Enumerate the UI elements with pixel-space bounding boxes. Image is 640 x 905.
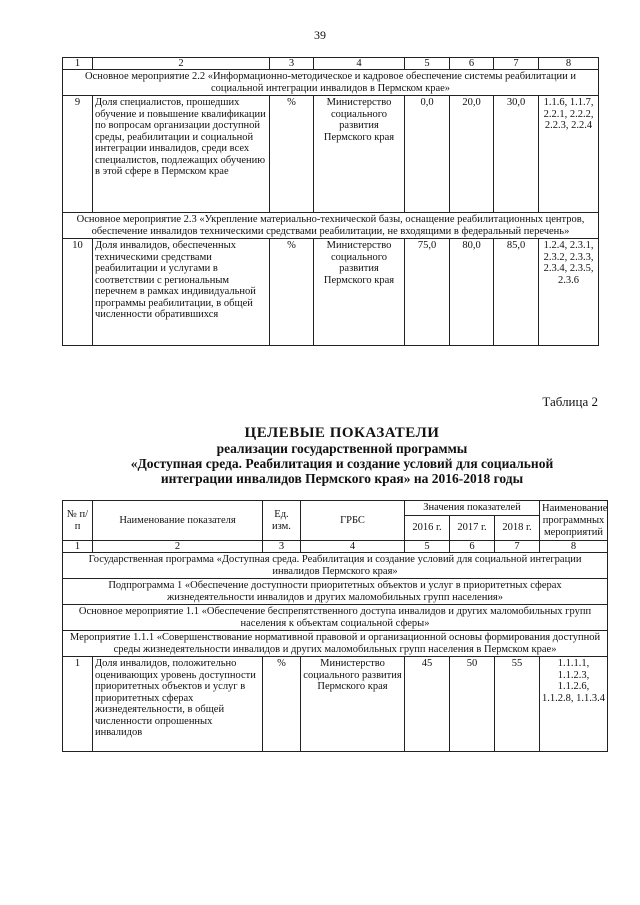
col-num: 3	[263, 541, 301, 553]
col-num: 4	[314, 58, 405, 70]
program-events: 1.1.1.1, 1.1.2.3, 1.1.2.6, 1.1.2.8, 1.1.3.4	[540, 657, 608, 752]
table-caption: Таблица 2	[542, 394, 598, 409]
col-num: 2	[93, 58, 270, 70]
col-num: 5	[405, 58, 450, 70]
indicators-table-continuation	[62, 57, 599, 346]
section-title: Основное мероприятие 2.2 «Информационно-методическое и кадровое обеспечение системы реабилитации и социальной интеграции инвалидов в Пермском крае»	[63, 70, 599, 96]
col-num: 1	[63, 58, 93, 70]
document-title	[62, 426, 622, 486]
indicator-name: Доля инвалидов, положительно оценивающих уровень доступности приоритетных объектов и услуг в приоритетных сферах жизнедеятельности, в общей численности опрошенных инвалидов	[93, 657, 263, 752]
section-row	[63, 553, 608, 579]
section-row	[63, 579, 608, 605]
col-num: 8	[540, 541, 608, 553]
section-row	[63, 605, 608, 631]
table-row	[63, 657, 608, 752]
program-events: 1.1.6, 1.1.7, 2.2.1, 2.2.2, 2.2.3, 2.2.4	[539, 96, 599, 213]
header-values: Значения показателей	[405, 501, 540, 516]
section-title: Государственная программа «Доступная среда. Реабилитация и создание условий для социальной интеграции инвалидов Пермского края»	[63, 553, 608, 579]
column-number-row	[63, 58, 599, 70]
section-row	[63, 213, 599, 239]
grbs: Министерство социального развития Пермского края	[301, 657, 405, 752]
title-line: «Доступная среда. Реабилитация и создание условий для социальной	[130, 456, 554, 471]
value-2018: 55	[495, 657, 540, 752]
row-number: 9	[63, 96, 93, 213]
unit: %	[270, 239, 314, 346]
target-indicators-table	[62, 500, 608, 752]
row-number: 1	[63, 657, 93, 752]
col-num: 3	[270, 58, 314, 70]
indicator-name: Доля инвалидов, обеспеченных техническими средствами реабилитации и услугами в соответствии с региональным перечнем в рамках индивидуальной программы реабилитации, в общей численности обратившихся	[93, 239, 270, 346]
header-year-2018: 2018 г.	[495, 516, 540, 541]
row-number: 10	[63, 239, 93, 346]
value-2018: 30,0	[494, 96, 539, 213]
col-num: 6	[450, 541, 495, 553]
grbs: Министерство социального развития Пермского края	[314, 239, 405, 346]
header-row	[63, 501, 608, 516]
col-num: 1	[63, 541, 93, 553]
table-row	[63, 96, 599, 213]
column-number-row	[63, 541, 608, 553]
header-year-2017: 2017 г.	[450, 516, 495, 541]
header-events: Наименование программных мероприятий	[540, 501, 608, 541]
section-row	[63, 70, 599, 96]
section-title: Основное мероприятие 2.3 «Укрепление материально-технической базы, оснащение реабилитационных центров, обеспечение инвалидов техническими средствами реабилитации, не входящими в федеральный перечень»	[63, 213, 599, 239]
header-year-2016: 2016 г.	[405, 516, 450, 541]
col-num: 7	[494, 58, 539, 70]
header-num: № п/п	[63, 501, 93, 541]
col-num: 4	[301, 541, 405, 553]
page-number: 39	[314, 28, 326, 42]
col-num: 8	[539, 58, 599, 70]
value-2016: 0,0	[405, 96, 450, 213]
unit: %	[263, 657, 301, 752]
header-name: Наименование показателя	[93, 501, 263, 541]
col-num: 6	[450, 58, 494, 70]
table-row	[63, 239, 599, 346]
value-2017: 80,0	[450, 239, 494, 346]
title-line: реализации государственной программы	[216, 441, 468, 456]
value-2017: 50	[450, 657, 495, 752]
header-unit: Ед. изм.	[263, 501, 301, 541]
grbs: Министерство социального развития Пермского края	[314, 96, 405, 213]
col-num: 2	[93, 541, 263, 553]
col-num: 5	[405, 541, 450, 553]
value-2017: 20,0	[450, 96, 494, 213]
section-title: Основное мероприятие 1.1 «Обеспечение беспрепятственного доступа инвалидов и других маломобильных групп населения к объектам социальной сферы»	[63, 605, 608, 631]
section-title: Подпрограмма 1 «Обеспечение доступности приоритетных объектов и услуг в приоритетных сферах жизнедеятельности инвалидов и других маломобильных групп населения»	[63, 579, 608, 605]
title-main: ЦЕЛЕВЫЕ ПОКАЗАТЕЛИ	[244, 425, 440, 441]
section-title: Мероприятие 1.1.1 «Совершенствование нормативной правовой и организационной основы формирования доступной среды жизнедеятельности инвалидов и других маломобильных групп населения в Пермском крае»	[63, 631, 608, 657]
unit: %	[270, 96, 314, 213]
title-line: интеграции инвалидов Пермского края» на 2016-2018 годы	[160, 471, 524, 486]
section-row	[63, 631, 608, 657]
indicator-name: Доля специалистов, прошедших обучение и повышение квалификации по вопросам организации доступной среды, реабилитации и социальной интеграции инвалидов, среди всех специалистов, подлежащих обучению в этой сфере в Пермском крае	[93, 96, 270, 213]
value-2016: 75,0	[405, 239, 450, 346]
value-2016: 45	[405, 657, 450, 752]
value-2018: 85,0	[494, 239, 539, 346]
program-events: 1.2.4, 2.3.1, 2.3.2, 2.3.3, 2.3.4, 2.3.5, 2.3.6	[539, 239, 599, 346]
col-num: 7	[495, 541, 540, 553]
header-grbs: ГРБС	[301, 501, 405, 541]
